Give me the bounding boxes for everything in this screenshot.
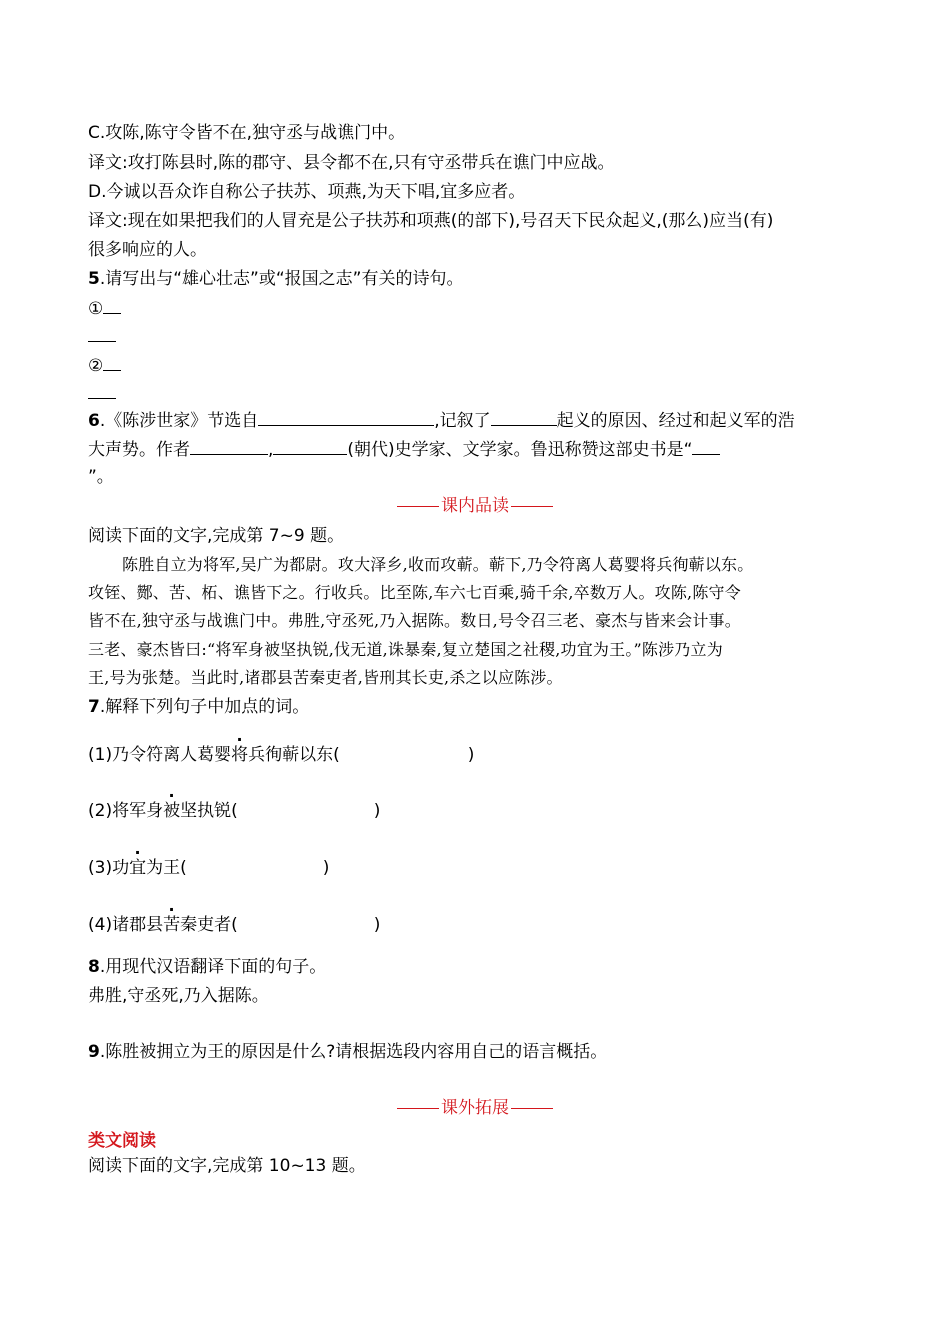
question-5-item-2 [88, 354, 121, 377]
question-8-text: .用现代汉语翻译下面的句子。 [99, 957, 327, 977]
item-text: ) [467, 745, 475, 765]
question-6-text: (朝代)史学家、文学家。鲁迅称赞这部史书是“ [347, 440, 693, 460]
answer-blank-praise[interactable] [692, 438, 720, 455]
question-6-text: .《陈涉世家》节选自 [99, 411, 259, 431]
answer-line[interactable] [88, 341, 116, 342]
option-c: C.攻陈,陈守令皆不在,独守丞与战谯门中。 [88, 123, 406, 143]
answer-blank-dynasty[interactable] [273, 438, 347, 455]
question-5-item-1 [88, 297, 121, 320]
question-6-text: ,记叙了 [434, 411, 491, 431]
subsection-heading: 类文阅读 [88, 1131, 156, 1151]
option-d-translation-line2: 很多响应的人。 [88, 240, 207, 260]
reading-instruction: 阅读下面的文字,完成第 7~9 题。 [88, 526, 345, 546]
option-d-translation-line1: 译文:现在如果把我们的人冒充是公子扶苏和项燕(的部下),号召天下民众起义,(那么)应当(有) [88, 211, 774, 231]
question-7-item-2 [88, 800, 380, 822]
question-8-sentence: 弗胜,守丞死,乃入据陈。 [88, 986, 269, 1006]
item-text: 兵徇蕲以东( [248, 745, 340, 765]
item-text: (4)诸郡县 [88, 915, 164, 935]
question-7-item-4 [88, 914, 380, 936]
heading-dash [397, 1108, 439, 1109]
reading-instruction-2: 阅读下面的文字,完成第 10~13 题。 [88, 1156, 366, 1176]
answer-blank-author[interactable] [190, 438, 268, 455]
answer-line[interactable] [88, 398, 116, 399]
option-c-translation: 译文:攻打陈县时,陈的郡守、县令都不在,只有守丞带兵在谯门中应战。 [88, 153, 615, 173]
passage-line: 攻铚、酂、苦、柘、谯皆下之。行收兵。比至陈,车六七百乘,骑千余,卒数万人。攻陈,陈守令 [88, 583, 741, 602]
section-heading-in-class [395, 495, 555, 517]
passage-line: 皆不在,独守丞与战谯门中。弗胜,守丞死,乃入据陈。数日,号令召三老、豪杰与皆来会计事。 [88, 611, 741, 630]
answer-blank[interactable] [103, 297, 121, 314]
passage-line: 王,号为张楚。当此时,诸郡县苦秦吏者,皆刑其长吏,杀之以应陈涉。 [88, 668, 563, 687]
circled-one: ① [88, 299, 104, 319]
question-6-number: 6 [88, 411, 100, 431]
question-7-number: 7 [88, 697, 100, 717]
option-d: D.今诚以吾众诈自称公子扶苏、项燕,为天下唱,宜多应者。 [88, 182, 526, 202]
question-9 [88, 1041, 607, 1063]
section-title: 课内品读 [441, 496, 509, 516]
answer-blank-source[interactable] [258, 409, 434, 426]
question-9-number: 9 [88, 1042, 100, 1062]
answer-blank-uprising[interactable] [491, 409, 557, 426]
question-5-number: 5 [88, 269, 100, 289]
question-7-item-1 [88, 744, 474, 766]
passage-line: 陈胜自立为将军,吴广为都尉。攻大泽乡,收而攻蕲。蕲下,乃令符离人葛婴将兵徇蕲以东。 [122, 555, 754, 574]
section-title: 课外拓展 [441, 1098, 509, 1118]
item-text: ) [322, 858, 330, 878]
dotted-word: 苦 [163, 915, 181, 935]
question-8-number: 8 [88, 957, 100, 977]
question-6-line1 [88, 409, 795, 432]
question-7 [88, 696, 309, 718]
section-heading-extended [395, 1097, 555, 1119]
question-5-text: .请写出与“雄心壮志”或“报国之志”有关的诗句。 [99, 269, 464, 289]
question-6-line3: ”。 [88, 467, 114, 487]
question-6-line2 [88, 438, 720, 461]
question-8 [88, 956, 326, 978]
question-7-text: .解释下列句子中加点的词。 [99, 697, 310, 717]
dotted-word: 将 [231, 745, 249, 765]
question-7-item-3 [88, 857, 329, 879]
question-6-text: , [268, 440, 274, 460]
question-6-text: 大声势。作者 [88, 440, 190, 460]
question-9-text: .陈胜被拥立为王的原因是什么?请根据选段内容用自己的语言概括。 [99, 1042, 608, 1062]
item-text: ) [373, 915, 381, 935]
heading-dash [397, 506, 439, 507]
item-text: (3)功 [88, 858, 130, 878]
item-text: (2)将军身 [88, 801, 164, 821]
answer-blank[interactable] [103, 354, 121, 371]
dotted-word: 宜 [129, 858, 147, 878]
passage-line: 三老、豪杰皆曰:“将军身被坚执锐,伐无道,诛暴秦,复立楚国之社稷,功宜为王。”陈涉乃立为 [88, 640, 723, 659]
dotted-word: 被 [163, 801, 181, 821]
item-text: ) [373, 801, 381, 821]
heading-dash [511, 1108, 553, 1109]
question-6-text: 起义的原因、经过和起义军的浩 [556, 411, 795, 431]
item-text: (1)乃令符离人葛婴 [88, 745, 232, 765]
item-text: 为王( [146, 858, 187, 878]
heading-dash [511, 506, 553, 507]
item-text: 坚执锐( [180, 801, 238, 821]
item-text: 秦吏者( [180, 915, 238, 935]
circled-two: ② [88, 356, 104, 376]
question-5 [88, 268, 463, 290]
